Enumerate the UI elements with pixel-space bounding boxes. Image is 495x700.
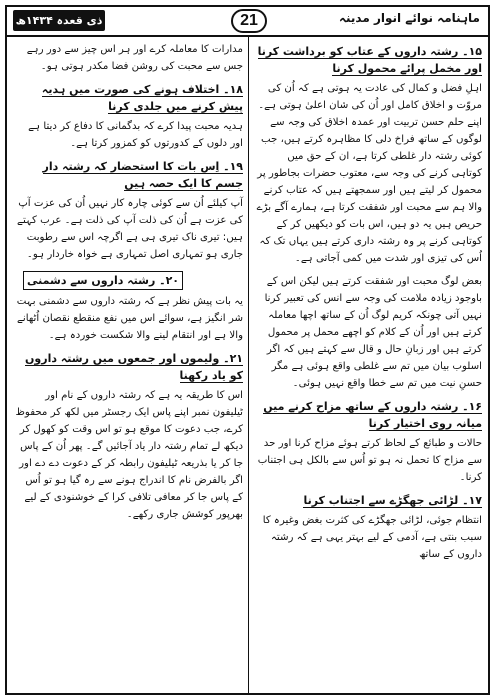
paragraph-16: حالات و طبائع کے لحاظ کرتے ہوئے مزاح کرنا اور حد سے مزاح کا تحمل نہ ہو تو اُس سے بالکل ہی اجتناب کرنا۔: [257, 438, 482, 483]
section-heading-16: [254, 398, 482, 432]
section-heading-18: [15, 81, 243, 115]
section-heading-19: [15, 158, 243, 192]
section-heading-16-text: ۱۶۔ رشتہ داروں کے ساتھ مزاح کرنے میں میانہ روی اختیار کرنا: [263, 400, 482, 430]
section-heading-21: [15, 350, 243, 384]
section-heading-15: [254, 43, 482, 77]
section-heading-18-text: ۱۸۔ اختلاف ہونے کی صورت میں ہدیہ پیش کرنے میں جلدی کرنا: [41, 83, 243, 113]
left-column: [15, 41, 243, 529]
section-heading-17: [254, 492, 482, 509]
section-heading-15-text: ۱۵۔ رشتہ داروں کے عتاب کو برداشت کرنا اور مخمل پرائے محمول کرنا: [257, 45, 482, 75]
page-header: [7, 7, 488, 37]
right-column: [254, 41, 482, 569]
paragraph-19: آپ کیلئے اُن سے کوئی چارہ کار نہیں اُن کی عزت آپ کی عزت ہے اُن کی ذلت آپ کی ذلت ہے۔ عرب کہتے ہیں: تیری ناک تیری ہی ہے اگرچہ اس سے رطوبت جاری ہو تمہاری اصل تمہاری ہے خواہ خاردار ہو۔: [17, 198, 243, 260]
paragraph-15: اہلِ فضل و کمال کی عادت یہ ہوتی ہے کہ اُن کی مروّت و اخلاق کامل اور اُن کی شان اعلیٰ ہوتی ہے۔ اپنے حلم حسن تربیت اور عمدہ اخلاق کی وجہ سے لوگوں کے ساتھ فراخ دلی کا مظاہرہ کرتے ہیں، جب کوئی رشتہ دار غلطی کرتا ہے، ان کے حق میں کوتاہی کرنے کی وجہ سے، معتوب حضرات بجاطور پر محمول کر لیتے ہیں اور سمجھتے ہیں کہ عتاب کرنے والا ہم سے محبت اور شفقت کرتا ہے، ہمارے آگے بڑے حریص ہیں یہ دو ہیں، اس بات کو دیکھیں کر کے کوتاہی کرنے پر وہ رشتہ داری کرتے ہیں یہاں تک کہ اُس کی تیزی اور شدت میں کمی آجاتی ہے۔: [256, 83, 482, 264]
column-divider: [248, 37, 249, 693]
paragraph-15b: بعض لوگ محبت اور شفقت کرتے ہیں لیکن اس کے باوجود زیادہ ملامت کی وجہ سے انس کی تعبیر کرنا نہیں آتی چونکہ کریم لوگ اُن کے ساتھ اچھا معاملہ کرتے ہیں اور اُن کے کلام کو اچھے محمل پر محمول کرتے ہیں اور زبانِ حال و قال سے کہتے ہیں کہ اگر اسلوب بیان میں تم سے غلطی واقع ہوئی ہے مگر حسنِ نیت میں تم سے خطا واقع نہیں ہوئی۔: [264, 276, 482, 389]
paragraph-18: ہدیہ محبت پیدا کرے کہ بدگمانی کا دفاع کر دیتا ہے اور دلوں کے کدورتوں کو کمزور کرتا ہے۔: [28, 121, 243, 149]
paragraph-17: انتظام جوئی، لڑائی جھگڑے کی کثرت بغض وغیرہ کا سبب بنتی ہے، آدمی کے لیے بہتر یہی ہے کہ رشتہ داروں کے ساتھ: [262, 515, 482, 560]
paragraph-21: اس کا طریقہ یہ ہے کہ رشتہ داروں کے نام اور ٹیلیفون نمبر اپنے پاس ایک رجسٹر میں لکھ کر محفوظ کرے، جب دعوت کا موقع ہو تو اس وقت کو کھول کر دیکھ لے تمام رشتہ دار یاد آجائیں گے۔ پھر اُن کے پاس جا کر یا بذریعہ ٹیلیفون رابطہ کر کے دعوت دے دے اور اگر بالفرض نام کا اندراج ہونے سے رہ گیا ہو تو اُس کے پاس جا کر معافی تلافی کرا کے خوشنودی کے لیے بھرپور کوشش جاری رکھے۔: [15, 390, 243, 520]
section-heading-20: ۲۰۔ رشتہ داروں سے دشمنی: [23, 271, 183, 290]
section-heading-21-text: ۲۱۔ ولیموں اور جمعوں میں رشتہ داروں کو یاد رکھنا: [25, 352, 243, 382]
page-border: [5, 5, 490, 695]
paragraph-continued: مدارات کا معاملہ کرے اور ہر اس چیز سے دور رہے جس سے محبت کی روشن فضا مکدر ہوتی ہو۔: [26, 44, 243, 72]
page-number: 21: [231, 9, 267, 33]
paragraph-20: یہ بات پیش نظر ہے کہ رشتہ داروں سے دشمنی بہت شر انگیز ہے، سوائے اس میں نفع منقطع نقصان اُٹھانے والا ہے اور انتقام لینے والا شکست خوردہ ہے۔: [16, 296, 243, 341]
section-heading-17-text: ۱۷۔ لڑائی جھگڑے سے اجتناب کرنا: [303, 494, 482, 507]
issue-date-badge: ذی قعدہ ۱۴۳۴ھ: [13, 10, 105, 31]
section-heading-19-text: ۱۹۔ اِس بات کا استحضار کہ رشتہ دار جسم کا ایک حصہ ہیں: [42, 160, 243, 190]
magazine-title: ماہنامہ نوائے انوار مدینہ: [338, 11, 480, 25]
